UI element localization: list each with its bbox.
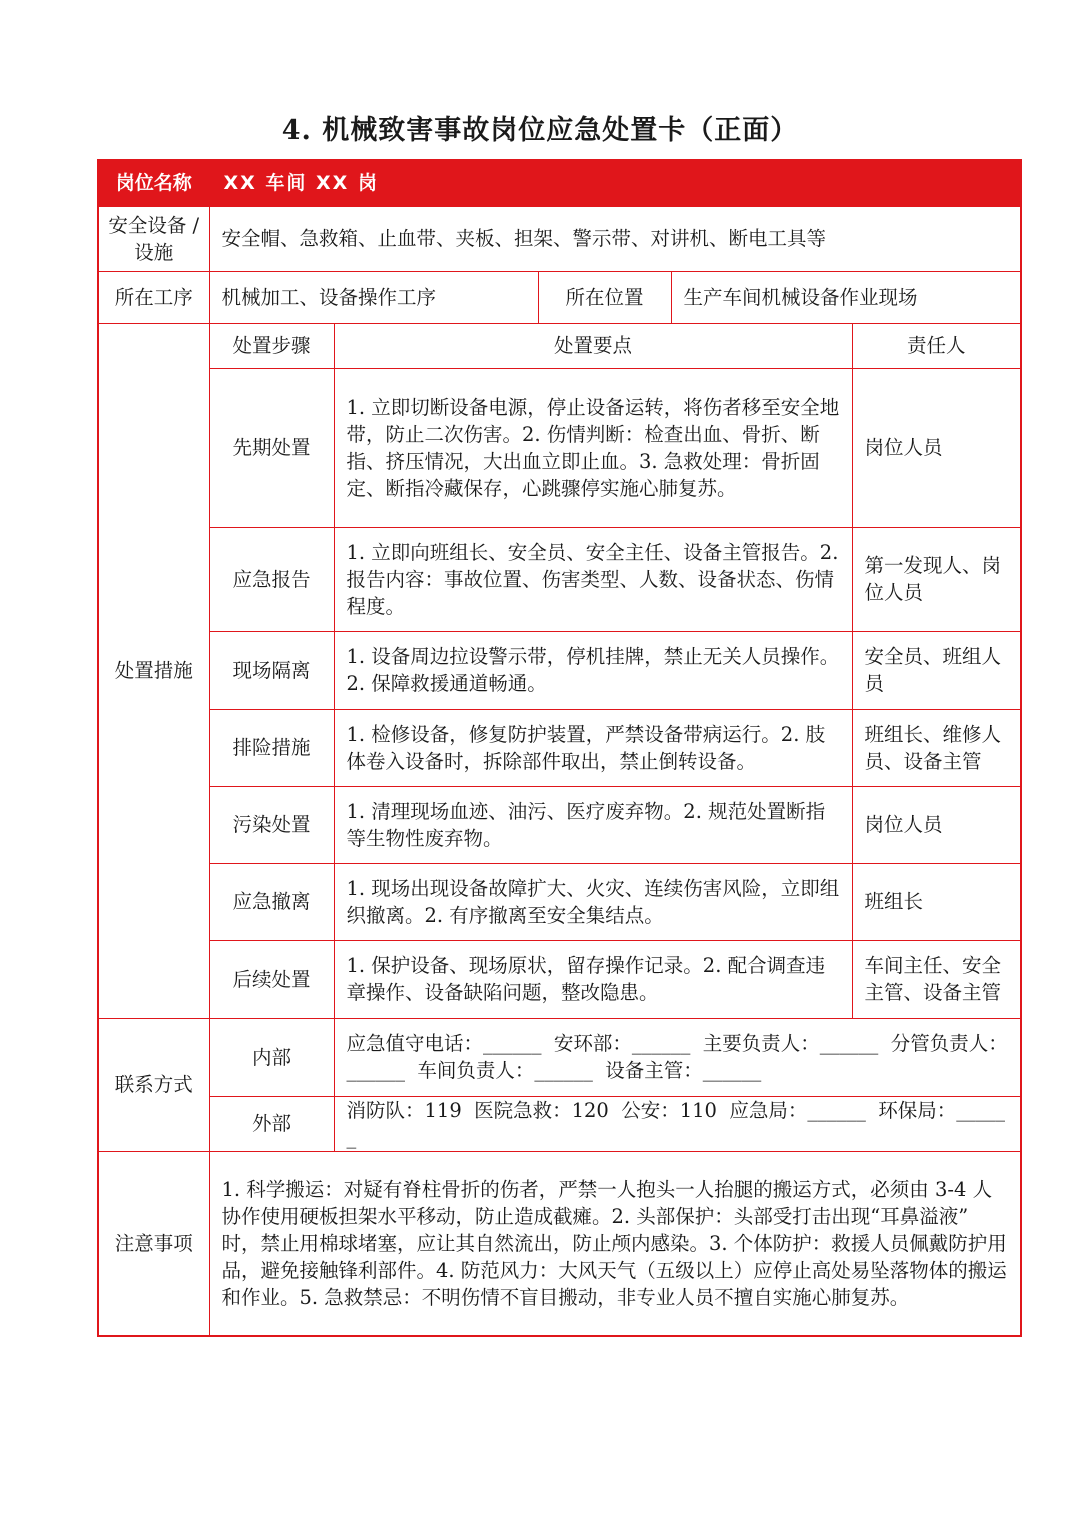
measure-step: 先期处置 bbox=[209, 368, 334, 527]
process-label: 所在工序 bbox=[98, 271, 209, 323]
process-value: 机械加工、设备操作工序 bbox=[209, 271, 538, 323]
measure-owner: 岗位人员 bbox=[852, 368, 1021, 527]
post-name-label: 岗位名称 bbox=[98, 160, 209, 206]
measure-points: 1. 检修设备，修复防护装置，严禁设备带病运行。2. 肢体卷入设备时，拆除部件取出，禁止倒转设备。 bbox=[334, 709, 852, 786]
measure-row bbox=[98, 709, 1021, 786]
measure-step: 排险措施 bbox=[209, 709, 334, 786]
contact-internal-value: 应急值守电话：______ 安环部：______ 主要负责人：______ 分管负责人：______ 车间负责人：______ 设备主管：______ bbox=[334, 1018, 1021, 1096]
measure-step: 后续处置 bbox=[209, 940, 334, 1018]
column-header-step: 处置步骤 bbox=[209, 323, 334, 368]
measure-row bbox=[98, 786, 1021, 863]
contact-external-value: 消防队：119 医院急救：120 公安：110 应急局：______ 环保局：______ bbox=[334, 1096, 1021, 1151]
measure-points: 1. 设备周边拉设警示带，停机挂牌，禁止无关人员操作。2. 保障救援通道畅通。 bbox=[334, 631, 852, 709]
notes-value: 1. 科学搬运：对疑有脊柱骨折的伤者，严禁一人抱头一人抬腿的搬运方式，必须由 3-4 人协作使用硬板担架水平移动，防止造成截瘫。2. 头部保护：头部受打击出现“耳鼻溢液” 时，禁止用棉球堵塞，应让其自然流出，防止颅内感染。3. 个体防护：救援人员佩戴防护用品，避免接触锋利部件。4. 防范风力：大风天气（五级以上）应停止高处易坠落物体的搬运和作业。5. 急救禁忌：不明伤情不盲目搬动，非专业人员不擅自实施心肺复苏。 bbox=[209, 1151, 1021, 1336]
measure-owner: 岗位人员 bbox=[852, 786, 1021, 863]
process-row bbox=[98, 271, 1021, 323]
contacts-label: 联系方式 bbox=[98, 1018, 209, 1151]
measure-row bbox=[98, 368, 1021, 527]
measure-row bbox=[98, 863, 1021, 940]
measure-owner: 班组长 bbox=[852, 863, 1021, 940]
location-label: 所在位置 bbox=[538, 271, 671, 323]
contact-internal-label: 内部 bbox=[209, 1018, 334, 1096]
measure-owner: 车间主任、安全主管、设备主管 bbox=[852, 940, 1021, 1018]
contact-external-label: 外部 bbox=[209, 1096, 334, 1151]
measure-row bbox=[98, 940, 1021, 1018]
column-header-points: 处置要点 bbox=[334, 323, 852, 368]
equipment-label: 安全设备 / 设施 bbox=[98, 206, 209, 271]
measure-step: 应急报告 bbox=[209, 527, 334, 631]
measure-points: 1. 立即向班组长、安全员、安全主任、设备主管报告。2. 报告内容：事故位置、伤害类型、人数、设备状态、伤情程度。 bbox=[334, 527, 852, 631]
notes-row bbox=[98, 1151, 1021, 1336]
contact-internal-row bbox=[98, 1018, 1021, 1096]
measure-step: 污染处置 bbox=[209, 786, 334, 863]
measure-points: 1. 立即切断设备电源，停止设备运转，将伤者移至安全地带，防止二次伤害。2. 伤情判断：检查出血、骨折、断指、挤压情况，大出血立即止血。3. 急救处理：骨折固定、断指冷藏保存，心跳骤停实施心肺复苏。 bbox=[334, 368, 852, 527]
page-title: 4. 机械致害事故岗位应急处置卡（正面） bbox=[281, 115, 799, 146]
measure-step: 应急撤离 bbox=[209, 863, 334, 940]
measure-points: 1. 现场出现设备故障扩大、火灾、连续伤害风险，立即组织撤离。2. 有序撤离至安全集结点。 bbox=[334, 863, 852, 940]
post-name-value: XX 车间 XX 岗 bbox=[209, 160, 1021, 206]
measure-step: 现场隔离 bbox=[209, 631, 334, 709]
header-row bbox=[98, 160, 1021, 206]
measure-row bbox=[98, 527, 1021, 631]
equipment-row bbox=[98, 206, 1021, 271]
measures-label: 处置措施 bbox=[98, 323, 209, 1018]
measure-owner: 安全员、班组人员 bbox=[852, 631, 1021, 709]
measures-header-row bbox=[98, 323, 1021, 368]
location-value: 生产车间机械设备作业现场 bbox=[671, 271, 1021, 323]
contact-external-row bbox=[98, 1096, 1021, 1151]
measure-points: 1. 清理现场血迹、油污、医疗废弃物。2. 规范处置断指等生物性废弃物。 bbox=[334, 786, 852, 863]
column-header-owner: 责任人 bbox=[852, 323, 1021, 368]
measure-owner: 第一发现人、岗位人员 bbox=[852, 527, 1021, 631]
notes-label: 注意事项 bbox=[98, 1151, 209, 1336]
measure-row bbox=[98, 631, 1021, 709]
measure-owner: 班组长、维修人员、设备主管 bbox=[852, 709, 1021, 786]
equipment-value: 安全帽、急救箱、止血带、夹板、担架、警示带、对讲机、断电工具等 bbox=[209, 206, 1021, 271]
emergency-card-table bbox=[97, 159, 1022, 1337]
measure-points: 1. 保护设备、现场原状，留存操作记录。2. 配合调查违章操作、设备缺陷问题，整改隐患。 bbox=[334, 940, 852, 1018]
